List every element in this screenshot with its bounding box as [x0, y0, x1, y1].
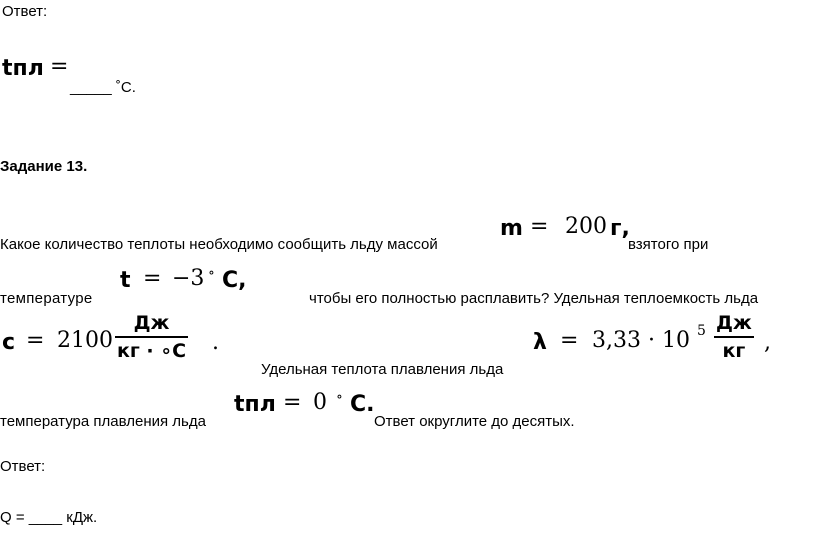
- melt-temp-var: tпл: [234, 392, 276, 417]
- heat-capacity-unit-fraction: [115, 312, 188, 362]
- task-heading: Задание 13.: [0, 158, 88, 175]
- latent-heat-unit-denominator: кг: [714, 336, 754, 362]
- latent-heat-value: 3,33 · 10: [592, 328, 690, 353]
- heat-capacity-period: .: [212, 330, 219, 355]
- mass-value: 200: [565, 214, 607, 239]
- melt-temp-value: 0: [313, 390, 327, 415]
- answer-label-1: Ответ:: [2, 3, 48, 20]
- melt-temp-unit: С.: [350, 392, 375, 417]
- answer-label-2: Ответ:: [0, 458, 46, 475]
- temp-unit: С,: [222, 268, 247, 293]
- answer-blank-1[interactable]: _____ ˚С.: [70, 79, 136, 96]
- heat-capacity-value: 2100: [57, 328, 113, 353]
- latent-heat-equals: =: [560, 328, 579, 353]
- task-text-2: взятого при: [628, 236, 709, 253]
- heat-capacity-unit-numerator: Дж: [133, 312, 170, 334]
- melt-temp-degree: ∘: [336, 389, 343, 405]
- task-text-4: чтобы его полностью расплавить? Удельная теплоемкость льда: [309, 290, 759, 307]
- temp-value: −3: [172, 266, 205, 291]
- temp-var: t: [120, 268, 131, 293]
- heat-capacity-var: c: [2, 330, 16, 355]
- latent-heat-unit-fraction: [714, 312, 754, 362]
- temp-equals: =: [143, 266, 162, 291]
- melting-temp-formula-var: tпл: [2, 56, 44, 81]
- heat-capacity-unit-denominator: кг · ∘С: [115, 336, 188, 362]
- mass-equals: =: [530, 214, 549, 239]
- task-text-1: Какое количество теплоты необходимо сообщить льду массой: [0, 236, 438, 253]
- latent-heat-unit-numerator: Дж: [716, 312, 752, 334]
- latent-heat-comma: ,: [764, 330, 771, 355]
- task-text-3: температуре: [0, 290, 93, 307]
- temp-degree: ∘: [208, 265, 215, 281]
- task-text-5: Удельная теплота плавления льда: [261, 361, 504, 378]
- melt-temp-equals: =: [283, 390, 302, 415]
- latent-heat-exponent: 5: [697, 323, 706, 339]
- latent-heat-var: λ: [533, 330, 547, 355]
- answer-blank-2[interactable]: Q = ____ кДж.: [0, 509, 98, 526]
- heat-capacity-equals: =: [26, 328, 45, 353]
- task-text-6: температура плавления льда: [0, 413, 206, 430]
- formula-equals: =: [50, 54, 69, 79]
- task-text-7: Ответ округлите до десятых.: [374, 413, 575, 430]
- mass-unit: г,: [610, 216, 630, 241]
- mass-var: m: [500, 216, 523, 241]
